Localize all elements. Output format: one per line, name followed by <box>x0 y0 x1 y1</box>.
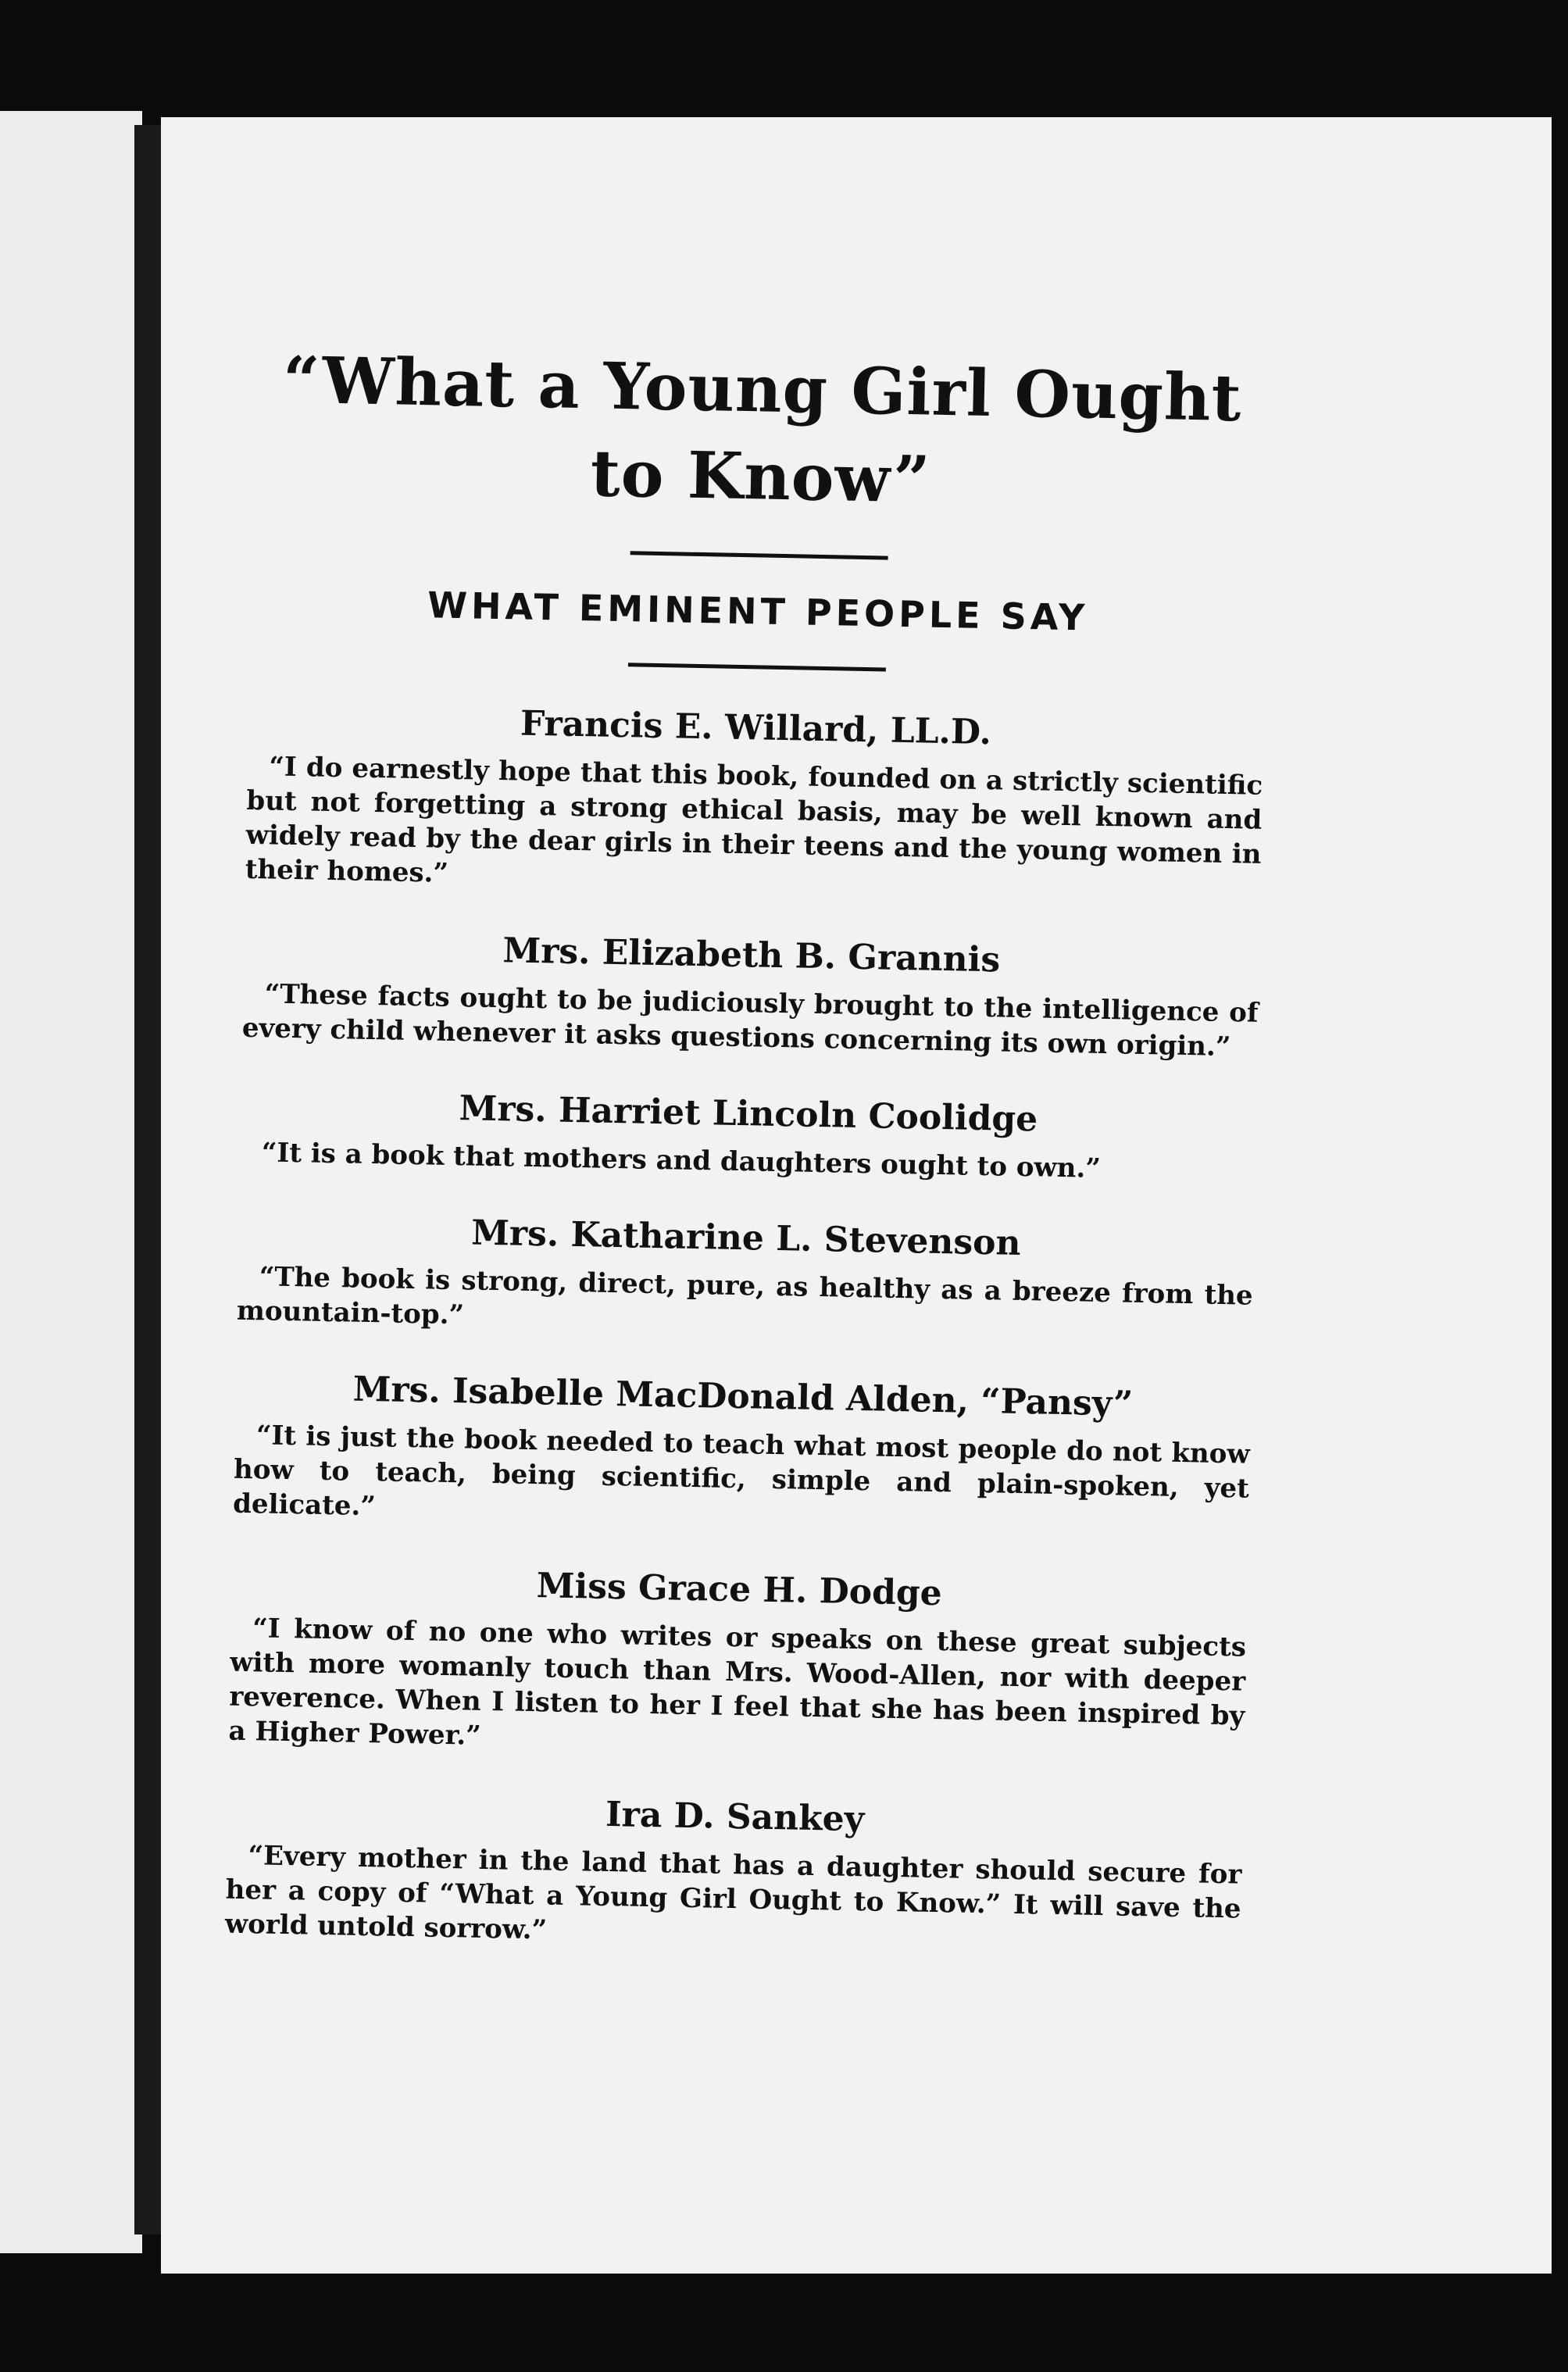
page-content <box>224 211 1273 1961</box>
testimonial <box>239 1084 1256 1189</box>
testimonial-author: Mrs. Harriet Lincoln Coolidge <box>459 1088 1038 1140</box>
testimonial-quote: “These facts ought to be judiciously brought to the intelligence of every child whenever it asks questions concerning its own origin.” <box>241 978 1259 1063</box>
testimonial-quote: “I do earnestly hope that this book, founded on a strictly scientific but not forgetting a strong ethical basis, may be well known and widely read by the dear girls in their teens and the young women in their homes.” <box>245 751 1263 889</box>
title-rule <box>630 551 888 559</box>
left-page-edge <box>0 111 142 2253</box>
testimonial-quote: “It is just the book needed to teach what most people do not know how to teach, being scientific, simple and plain-spoken, yet delicate.” <box>232 1420 1251 1523</box>
testimonial-author: Ira D. Sankey <box>605 1794 865 1840</box>
testimonial-quote: “I know of no one who writes or speaks on these great subjects with more womanly touch than Mrs. Wood-Allen, nor with deeper reverence. When I listen to her I feel that she has been inspired by a Higher Power.” <box>228 1613 1247 1752</box>
testimonial-author: Francis E. Willard, LL.D. <box>520 703 992 753</box>
testimonial <box>241 926 1259 1065</box>
testimonial-quote: “It is a book that mothers and daughters ought to own.” <box>261 1137 1102 1184</box>
heading-rule <box>628 663 886 671</box>
testimonial <box>228 1560 1247 1768</box>
testimonial <box>237 1209 1255 1348</box>
testimonial-quote: “Every mother in the land that has a daughter should secure for her a copy of “What a Young Girl Ought to Know.” It will save the world untold sorrow.” <box>224 1840 1242 1946</box>
testimonial-author: Mrs. Katharine L. Stevenson <box>470 1213 1022 1263</box>
testimonial-author: Miss Grace H. Dodge <box>536 1566 943 1614</box>
page-title: “What a Young Girl Ought to Know” <box>282 342 1243 518</box>
testimonial-author: Mrs. Isabelle MacDonald Alden, “Pansy” <box>352 1369 1134 1424</box>
section-heading: WHAT EMINENT PEOPLE SAY <box>427 584 1089 639</box>
testimonial <box>233 1367 1252 1541</box>
testimonial <box>224 1788 1243 1961</box>
testimonial-author: Mrs. Elizabeth B. Grannis <box>502 931 1001 981</box>
testimonial <box>245 698 1263 906</box>
book-spine <box>134 125 161 2234</box>
testimonial-quote: “The book is strong, direct, pure, as healthy as a breeze from the mountain-top.” <box>236 1261 1253 1331</box>
